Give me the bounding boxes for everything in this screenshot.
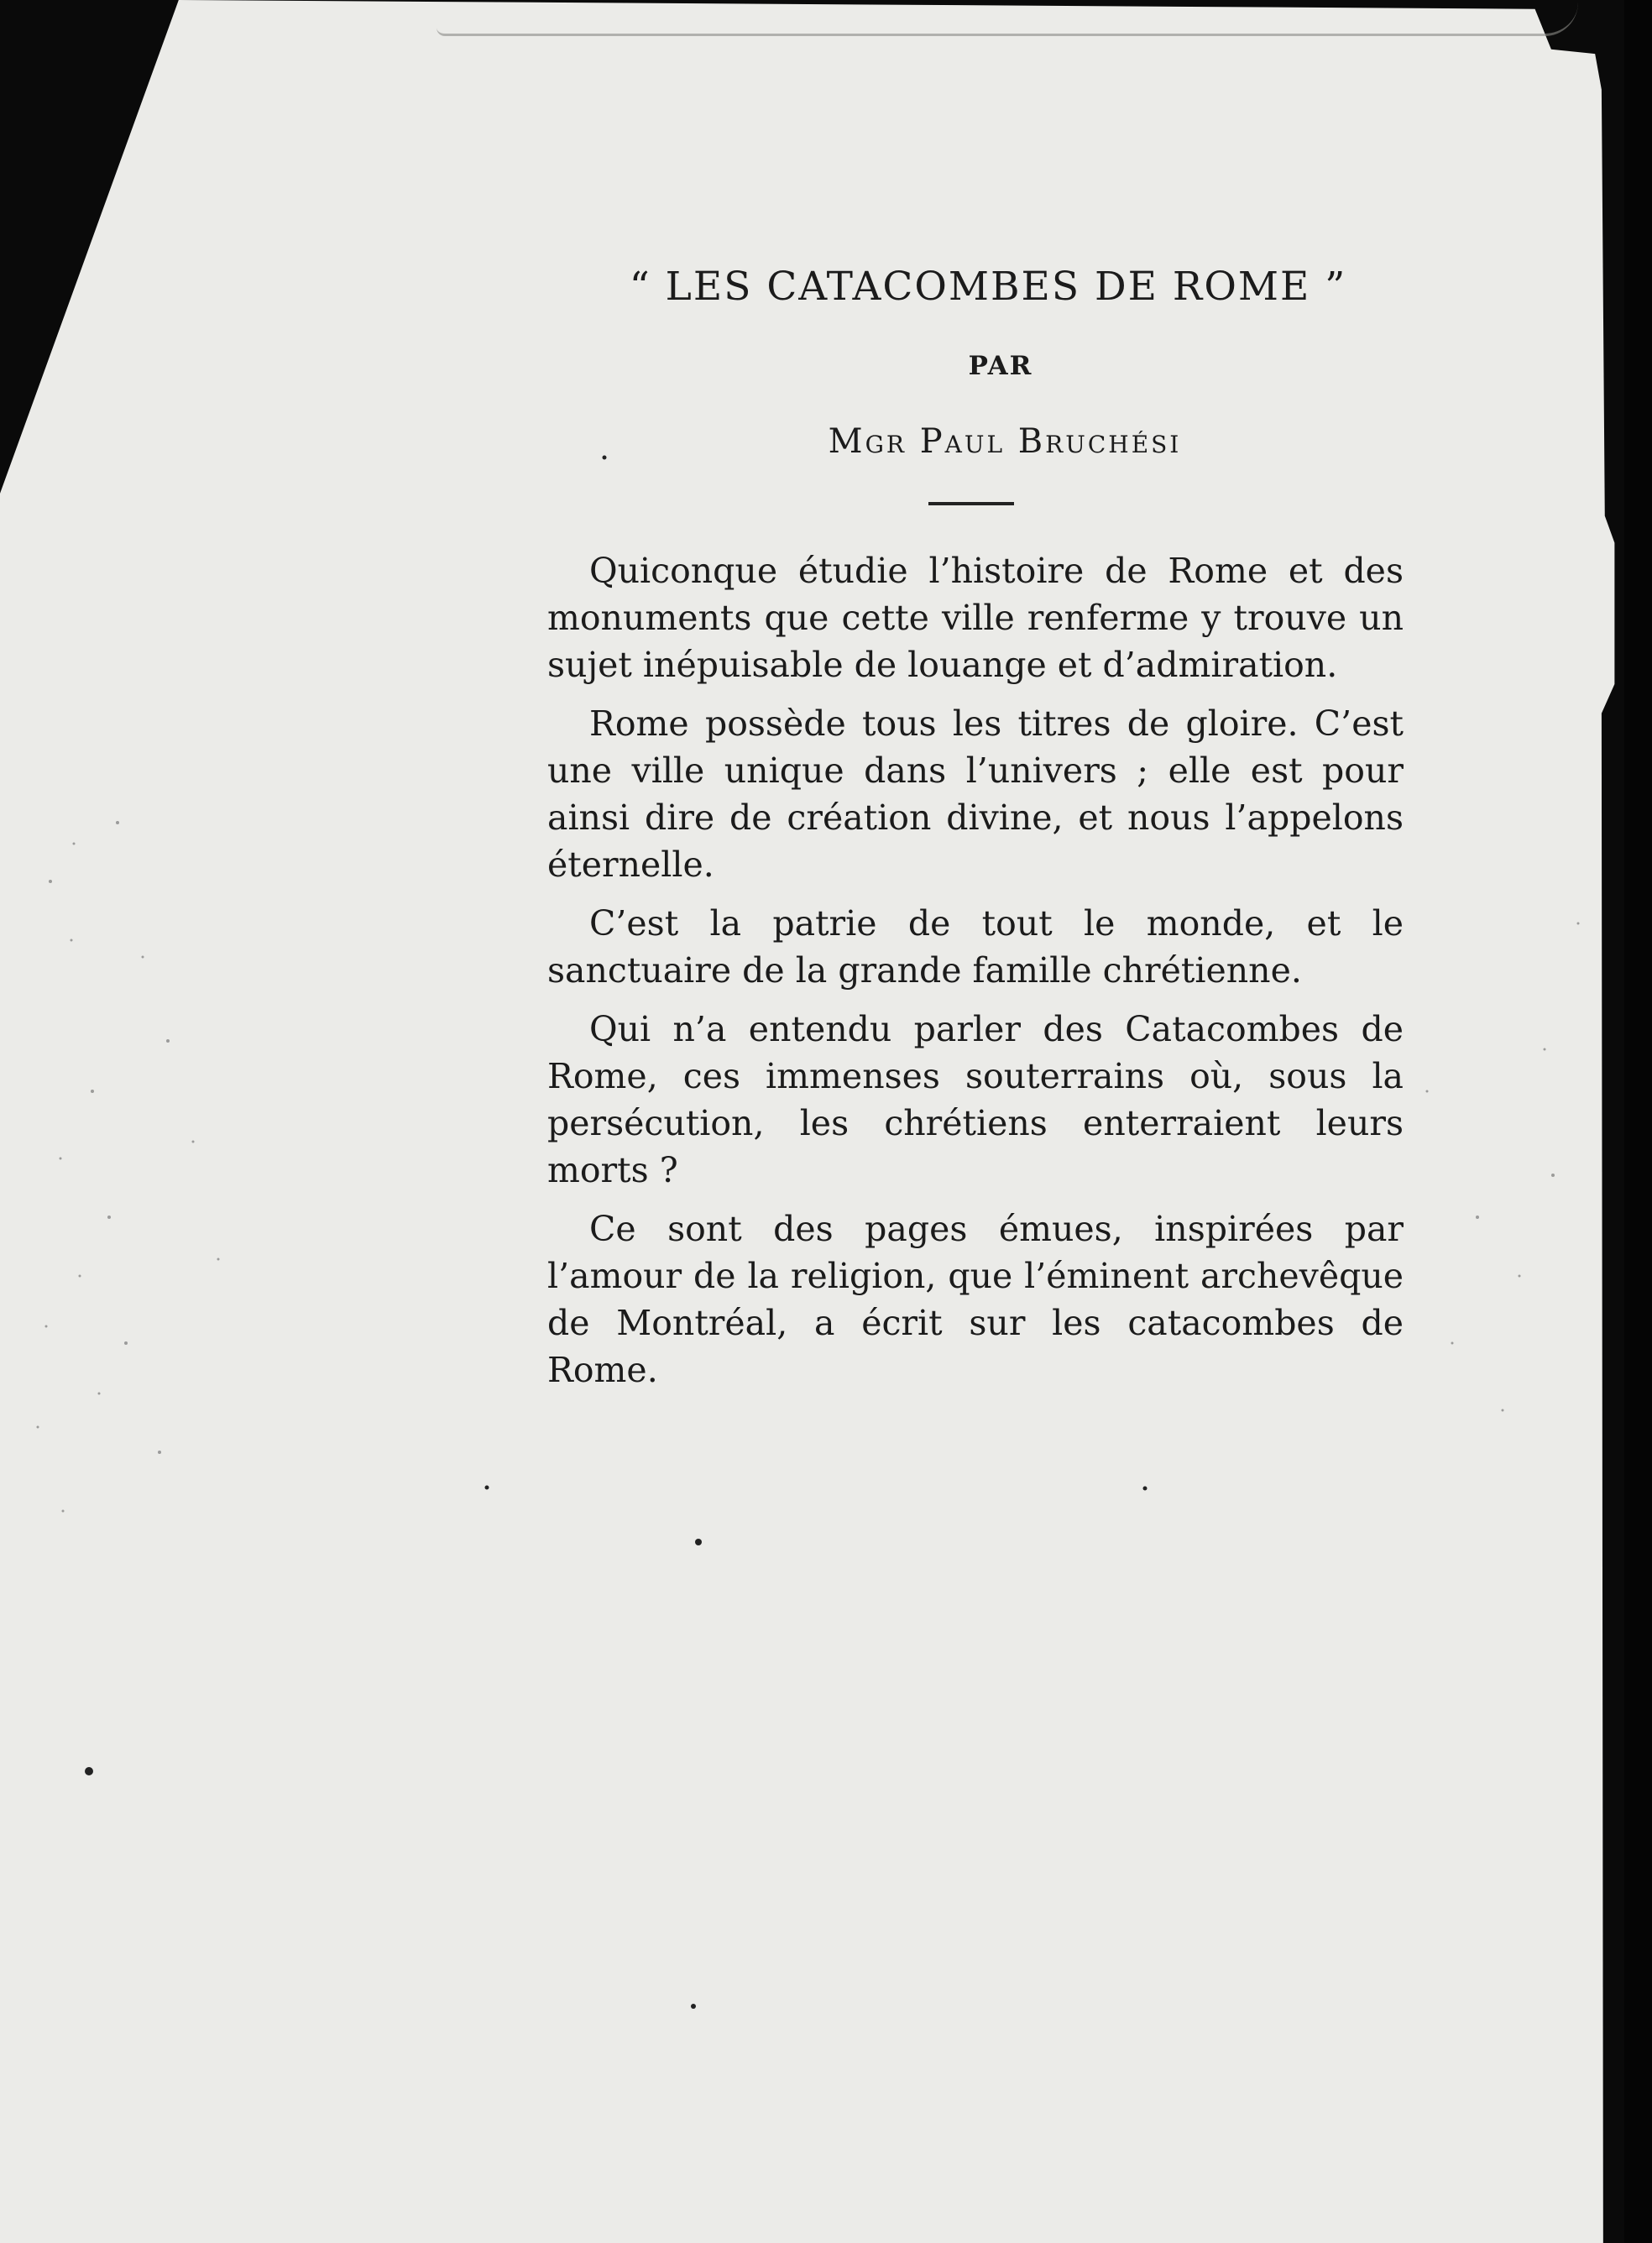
top-torn-edge	[437, 0, 1578, 36]
title-divider	[928, 502, 1014, 505]
paragraph: Ce sont des pages émues, inspirées par l’amour de la religion, que l’éminent archevêque de Montréal, a écrit sur les catacombes de Rome.	[547, 1209, 1404, 1390]
paragraph: Rome possède tous les titres de gloire. C’est une ville unique dans l’univers ; elle est pour ainsi dire de création divine, et nous l’appelons éternelle.	[547, 703, 1404, 885]
paragraph: Qui n’a entendu parler des Catacombes de Rome, ces immenses souterrains où, sous la persécution, les chrétiens enterraient leurs morts ?	[547, 1009, 1404, 1190]
author-name: Mgr Paul Bruchési	[828, 422, 1182, 461]
byline-par: PAR	[968, 351, 1033, 381]
document-title: “ LES CATACOMBES DE ROME ”	[629, 264, 1347, 310]
body-text	[547, 547, 1404, 1393]
paragraph: C’est la patrie de tout le monde, et le sanctuaire de la grande famille chrétienne.	[547, 903, 1404, 991]
document-body	[547, 262, 1404, 1405]
page-right-edge	[1624, 0, 1652, 2243]
paragraph: Quiconque étudie l’histoire de Rome et des monuments que cette ville renferme y trouve un sujet inépuisable de louange et d’admiration.	[547, 551, 1404, 685]
